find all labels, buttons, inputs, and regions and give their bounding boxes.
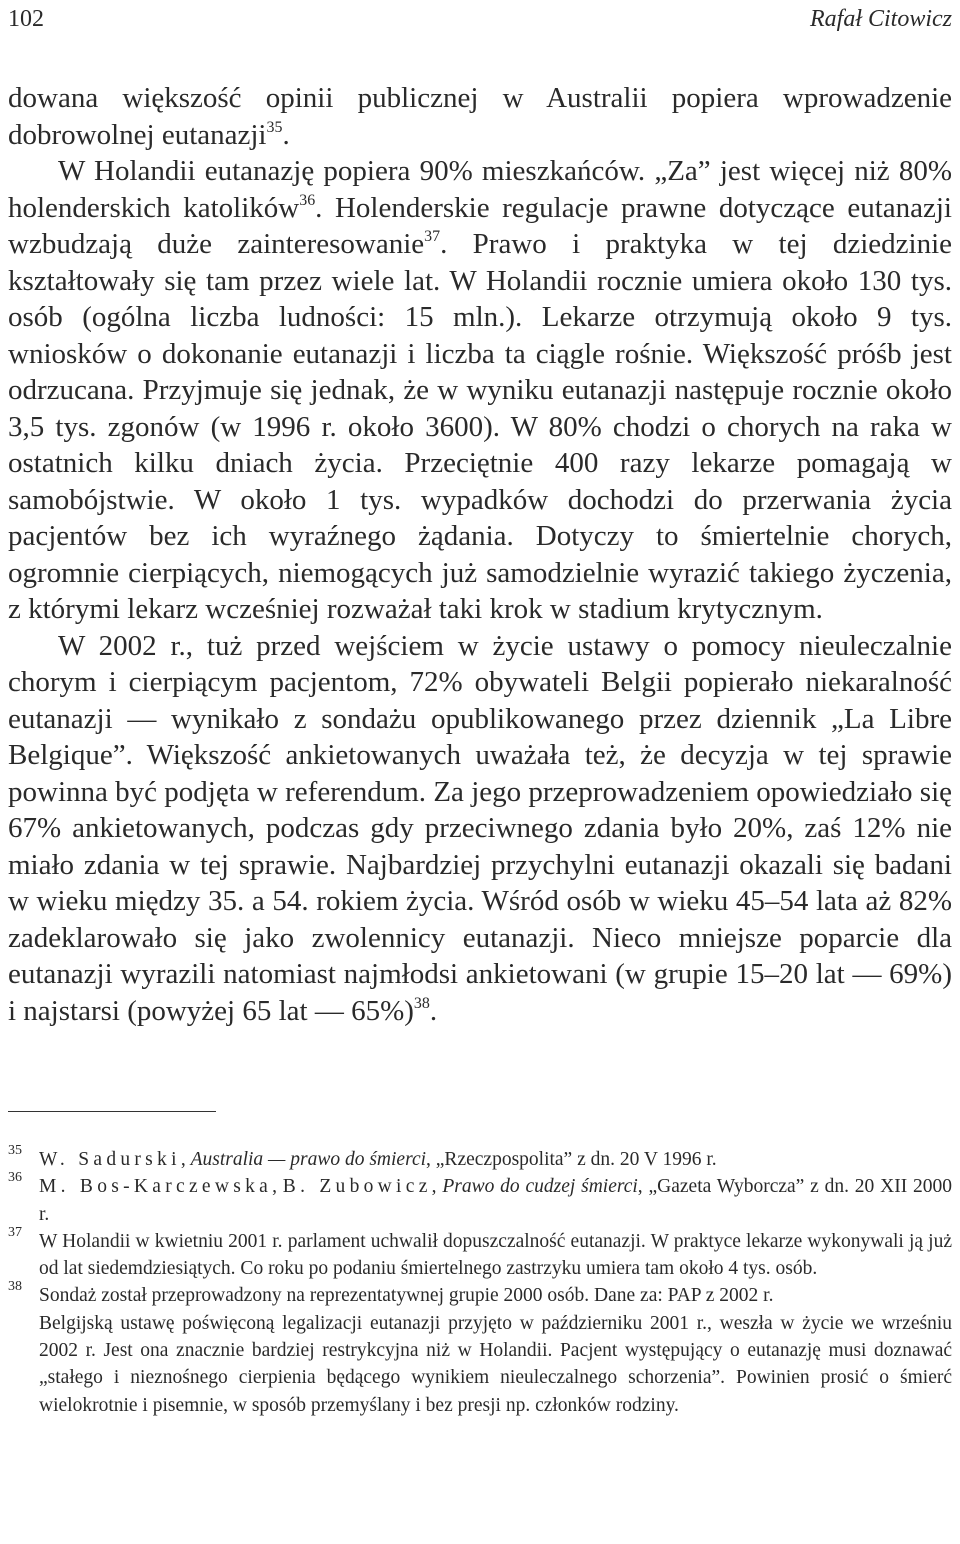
footnote-number: 35 [8,1143,22,1158]
footnote-separator [8,1111,216,1112]
footnote-source: , „Rzeczpospolita” z dn. 20 V 1996 r. [426,1149,717,1170]
running-head-author: Rafał Citowicz [809,6,952,32]
footnote-35 [8,1143,952,1173]
text-run: . Prawo i praktyka w tej dziedzinie kształtowały się tam przez wiele lat. W Holandii rocznie umiera około 130 tys. osób (ogólna liczba ludności: 15 mln.). Lekarze otrzymują około 9 tys. wniosków o dokonanie eutanazji i liczba ta ciągle rośnie. Większość próśb jest odrzucana. Przyjmuje się jednak, że w wyniku eutanazji następuje rocznie około 3,5 tys. zgonów (w 1996 r. około 3600). W 80% chodzi o chorych na raka w ostatnich kilku dniach życia. Przeciętnie 400 razy lekarze pomagają w samobójstwie. W około 1 tys. wypadków dochodzi do przerwania życia pacjentów bez ich wyraźnego żądania. Dotyczy to śmiertelnie chorych, ogromnie cierpiących, niemogących już samodzielnie wyrazić takiego życzenia, z którymi lekarz wcześniej rozważał taki krok w stadium krytycznym. [8,228,952,625]
footnote-text [39,1146,952,1173]
footnote-author: B. Zubowicz [282,1176,432,1198]
footnote-text: Sondaż został przeprowadzony na reprezentatywnej grupie 2000 osób. Dane za: PAP z 2002 r. [39,1285,774,1307]
footnote-text [39,1173,952,1228]
footnote-number: 37 [8,1224,22,1240]
text-run: . [282,118,290,151]
footnote-ref-35[interactable]: 35 [266,118,283,136]
text-run: W 2002 r., tuż przed wejściem w życie ustawy o pomocy nieuleczalnie chorym i cierpiącym pacjentom, 72% obywateli Belgii popierało niekaralność eutanazji — wynikało z sondażu opublikowanego przez dziennik „La Libre Belgique”. Większość ankietowanych uważała też, że decyzja w tej sprawie powinna być podjęta w referendum. Za jego przeprowadzeniem opowiedziało się 67% ankietowanych, podczas gdy przeciwnego zdania było 20%, zaś 12% nie miało zdania w tej sprawie. Najbardziej przychylni eutanazji okazali się badani w wieku między 35. a 54. rokiem życia. Wśród osób w wieku 45–54 lata aż 82% zadeklarowało się jako zwolennicy eutanazji. Nieco mniejsze poparcie dla eutanazji wyrazili natomiast najmłodsi ankietowani (w grupie 15–20 lat — 69%) i najstarsi (powyżej 65 lat — 65%) [8,629,952,1027]
footnote-text: W Holandii w kwietniu 2001 r. parlament uchwalił dopuszczalność eutanazji. W praktyce lekarze wykonywali ją już od lat siedemdziesiątych. Co roku po podaniu śmiertelnego zastrzyku umiera tam około 4 tys. osób. [39,1230,952,1280]
footnote-36 [8,1170,953,1228]
footnote-ref-38[interactable]: 38 [413,994,430,1012]
footnote-38 [8,1279,952,1418]
footnote-source: , „Gazeta Wyborcza” z dn. 20 XII 2000 r. [39,1176,953,1225]
main-text [8,80,952,1029]
footnote-number: 38 [8,1279,22,1295]
footnote-ref-36[interactable]: 36 [299,191,316,209]
text-run: . Holenderskie regulacje prawne dotyczące eutanazji wzbudzają duże zainteresowanie [8,191,952,260]
footnote-37 [8,1224,952,1283]
footnotes [8,1143,953,1419]
footnote-title: Australia — prawo do śmierci [190,1149,427,1170]
separator: , [272,1176,283,1198]
text-run: dowana większość opinii publicznej w Australii popiera wprowadzenie dobrowolnej eutanazji [8,82,952,151]
footnote-author: M. Bos-Karczewska [39,1176,273,1198]
footnote-ref-37[interactable]: 37 [424,228,441,246]
page-header [8,6,952,36]
paragraph-netherlands [8,153,952,628]
page-number: 102 [8,6,44,32]
separator: , [180,1149,191,1170]
footnote-title: Prawo do cudzej śmierci [442,1176,638,1198]
separator: , [431,1176,443,1198]
text-run: W Holandii eutanazję popiera 90% mieszkańców. „Za” jest więcej niż 80% holenderskich katolików [8,155,952,224]
paragraph-belgium [8,628,952,1030]
footnote-text-continued: Belgijską ustawę poświęconą legalizacji eutanazji przyjęto w październiku 2001 r., weszła w życie we wrześniu 2002 r. Jest ona znacznie bardziej restrykcyjna niż w Holandii. Pacjent występujący o eutanazję musi doznawać „stałego i nieznośnego cierpienia będącego wynikiem nieuleczalnego schorzenia”. Powinien prosić o śmierć wielokrotnie i pisemnie, w sposób przemyślany i bez presji np. członków rodziny. [39,1312,952,1416]
footnote-number: 36 [8,1170,22,1186]
footnote-author: W. Sadurski [39,1149,181,1170]
paragraph-continued [8,80,952,153]
text-run: . [429,994,438,1027]
